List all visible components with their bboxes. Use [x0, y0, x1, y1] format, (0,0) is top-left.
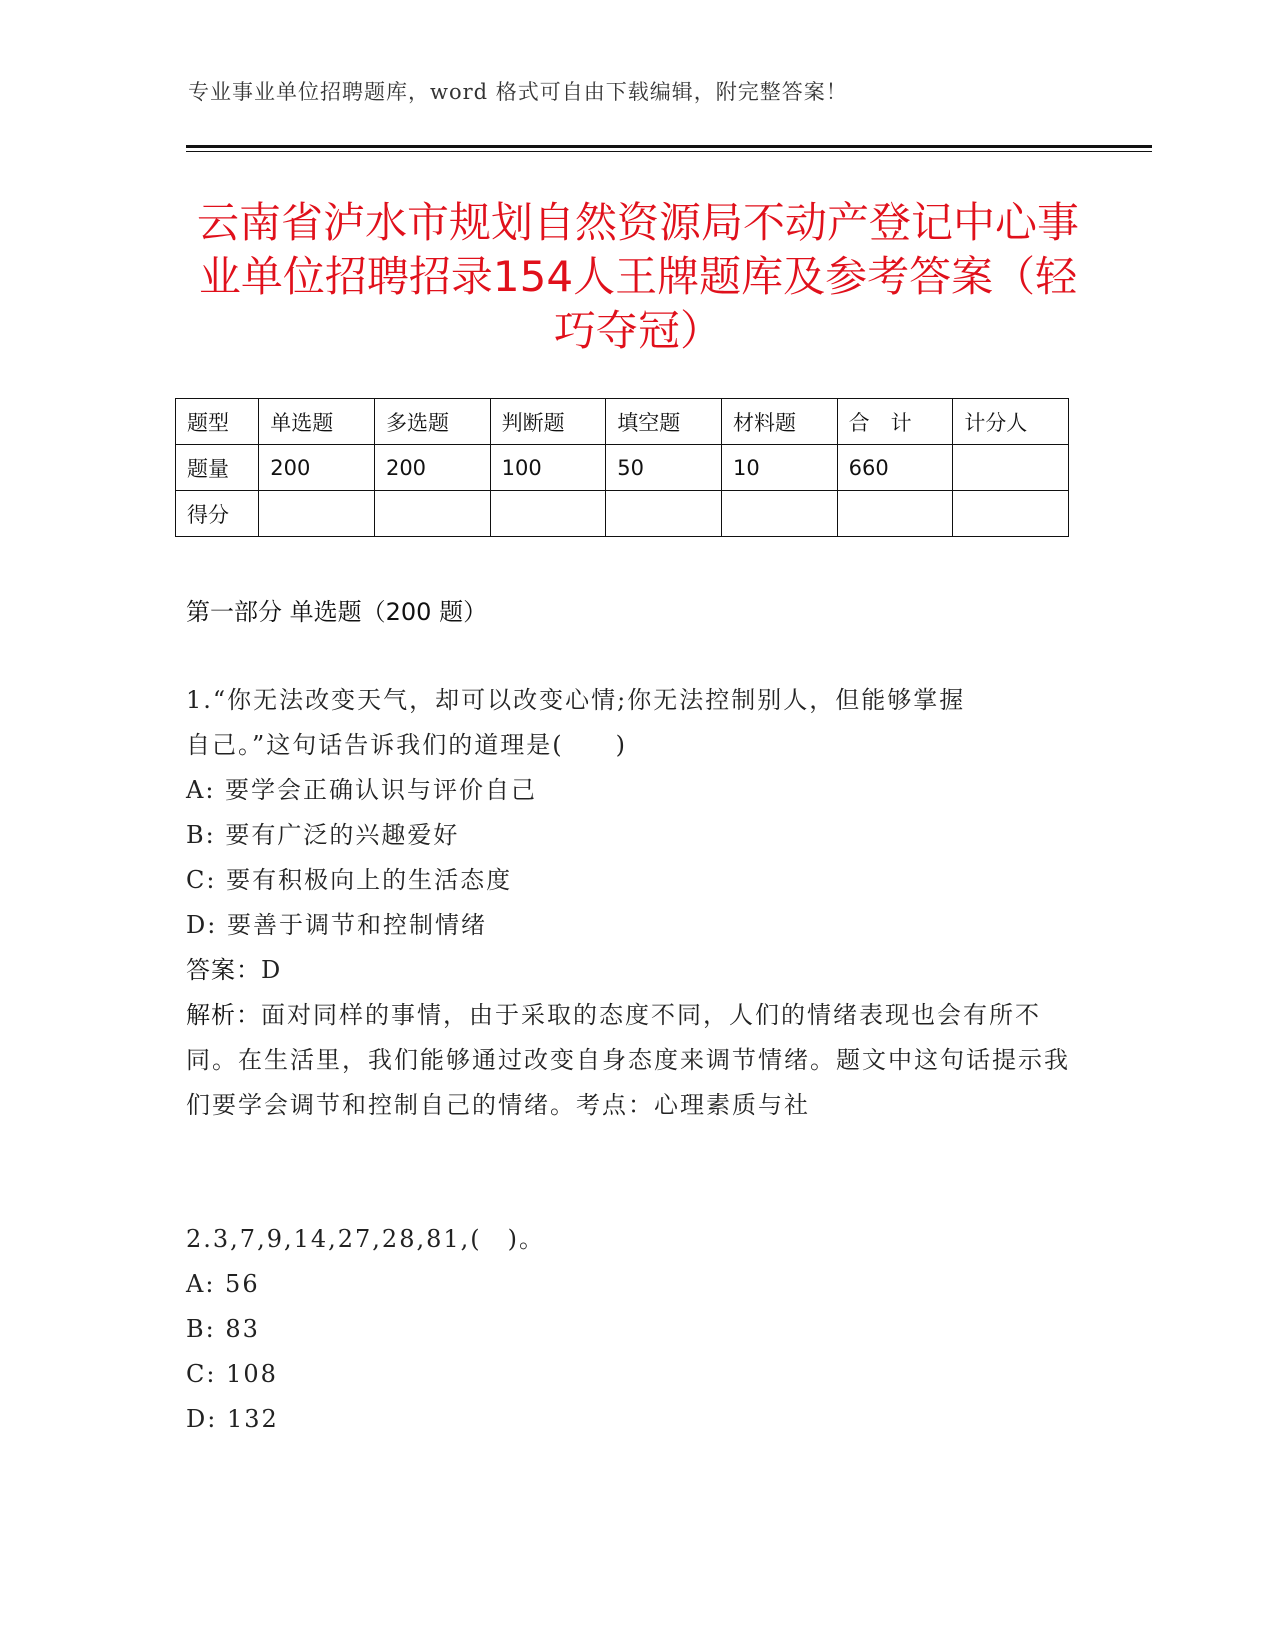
table-cell: 合 计: [837, 399, 953, 445]
table-cell: [490, 491, 606, 537]
score-table-header-row: [176, 399, 1069, 445]
score-table-score-row: [176, 491, 1069, 537]
table-cell: 计分人: [953, 399, 1069, 445]
table-cell: 660: [837, 445, 953, 491]
table-cell: 得分: [176, 491, 259, 537]
header-rule-thick: [186, 145, 1152, 148]
score-table-count-row: [176, 445, 1069, 491]
answer-line: [186, 948, 1076, 993]
option-d: D: 要善于调节和控制情绪: [186, 911, 487, 939]
table-cell: 200: [374, 445, 490, 491]
question-1: [186, 678, 1076, 1128]
option-c: C: 要有积极向上的生活态度: [186, 866, 513, 894]
table-cell: 填空题: [606, 399, 722, 445]
score-table: [175, 398, 1069, 537]
table-cell: 判断题: [490, 399, 606, 445]
header-rule-thin: [186, 151, 1152, 152]
table-cell: 多选题: [374, 399, 490, 445]
option-b: B: 83: [186, 1315, 260, 1343]
header-note: 专业事业单位招聘题库，word 格式可自由下载编辑，附完整答案！: [188, 80, 848, 104]
table-cell: [953, 491, 1069, 537]
table-cell: 200: [259, 445, 375, 491]
table-cell: 题型: [176, 399, 259, 445]
document-title: 云南省泸水市规划自然资源局不动产登记中心事业单位招聘招录154人王牌题库及参考答案（轻巧夺冠）: [196, 198, 1079, 355]
table-cell: [606, 491, 722, 537]
question-2: [186, 1217, 1076, 1442]
analysis-label: 解析：: [186, 1001, 261, 1029]
option-d: D: 132: [186, 1405, 279, 1433]
table-cell: 题量: [176, 445, 259, 491]
table-cell: [259, 491, 375, 537]
analysis-text: 面对同样的事情，由于采取的态度不同，人们的情绪表现也会有所不同。在生活里，我们能够通过改变自身态度来调节情绪。题文中这句话提示我们要学会调节和控制自己的情绪。考点：心理素质与社: [186, 1001, 1070, 1119]
analysis-paragraph: [186, 993, 1076, 1128]
table-cell: 50: [606, 445, 722, 491]
table-cell: 100: [490, 445, 606, 491]
option-b: B: 要有广泛的兴趣爱好: [186, 821, 460, 849]
answer-label: 答案：: [186, 956, 261, 984]
table-cell: 10: [721, 445, 837, 491]
table-cell: [374, 491, 490, 537]
table-cell: [721, 491, 837, 537]
question-stem: 1.“你无法改变天气，却可以改变心情;你无法控制别人，但能够掌握: [186, 686, 966, 714]
option-c: C: 108: [186, 1360, 278, 1388]
section-title: 第一部分 单选题（200 题）: [186, 598, 488, 626]
question-stem: 2.3,7,9,14,27,28,81,( )。: [186, 1225, 545, 1253]
table-cell: 材料题: [721, 399, 837, 445]
answer-value: D: [261, 956, 283, 984]
question-stem: 自己。”这句话告诉我们的道理是( ): [186, 731, 627, 759]
table-cell: [953, 445, 1069, 491]
option-a: A: 要学会正确认识与评价自己: [186, 776, 538, 804]
table-cell: [837, 491, 953, 537]
table-cell: 单选题: [259, 399, 375, 445]
option-a: A: 56: [186, 1270, 260, 1298]
